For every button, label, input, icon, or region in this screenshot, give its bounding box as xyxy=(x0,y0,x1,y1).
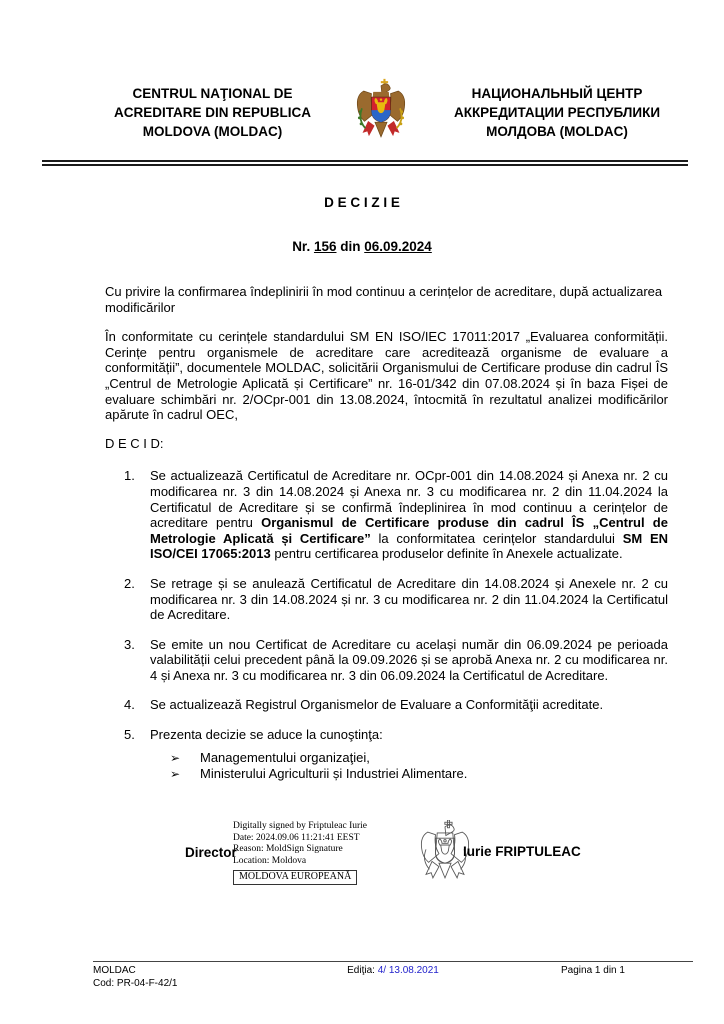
digital-sig-line3: Reason: MoldSign Signature xyxy=(233,844,343,854)
decision-1-seg-3: la conformitatea cerințelor standardului xyxy=(370,530,623,546)
document-title: D E C I Z I E xyxy=(324,195,400,210)
preamble-paragraph: În conformitate cu cerințele standardului SM EN ISO/IEC 17011:2017 „Evaluarea conformității. Cerințe pentru organismele de acreditare care acreditează organisme de evaluare a conformității”, documentele MOLDAC, solicitării Organismului de Certificare produse din cadrul ÎS „Centrul de Metrologie Aplicată și Certificare” nr. 16-01/342 din 07.08.2024 și în baza Fișei de evaluare schimbări nr. 2/OCpr-001 din 13.08.2024, întocmită în rezultatul analizei modificărilor apărute în cadrul OEC, xyxy=(105,329,668,423)
org-ro-line1: CENTRUL NAŢIONAL DE xyxy=(132,86,293,101)
org-ru-line2: АККРЕДИТАЦИИ РЕСПУБЛИКИ xyxy=(453,105,661,120)
number-mid: din xyxy=(336,239,365,254)
edition-label: Ediţia: xyxy=(347,965,378,976)
footer-page-number: Pagina 1 din 1 xyxy=(561,965,625,976)
notify-list xyxy=(150,750,668,782)
org-title-romanian xyxy=(95,84,330,141)
signer-name: Iurie FRIPTULEAC xyxy=(463,844,581,859)
digital-sig-line2: Date: 2024.09.06 11:21:41 EEST xyxy=(233,832,360,843)
org-ro-line3: MOLDOVA (MOLDAC) xyxy=(142,124,283,139)
header-divider xyxy=(42,160,688,166)
decide-heading: D E C I D: xyxy=(105,435,164,451)
decision-1-seg-1: Se actualizează Certificatul de Acreditare nr. OCpr-001 din 14.08.2024 și Anexa nr. 2 cu modificarea nr. 3 din 14.08.2024 și Anexa nr. 3 cu modificarea nr. 2 din 11.04.2024 la Certificatul de Acreditare și se confirmă îndeplinirea în mod continuu a cerințelor de acreditare pentru xyxy=(150,468,668,531)
org-title-russian xyxy=(432,84,682,141)
signer-role: Director xyxy=(185,845,237,860)
notify-item-1 xyxy=(170,750,668,766)
decision-item-5 xyxy=(124,727,668,782)
decision-item-2 xyxy=(124,576,668,623)
document-body xyxy=(105,284,668,796)
notify-item-2 xyxy=(170,766,668,782)
decision-4-number: 4. xyxy=(124,697,135,713)
moldova-europeana-badge: MOLDOVA EUROPEANĂ xyxy=(233,870,357,885)
document-number-line xyxy=(0,239,724,254)
decision-3-number: 3. xyxy=(124,636,135,652)
decision-item-1 xyxy=(124,468,668,562)
notify-item-2-text: Ministerului Agriculturii și Industriei Alimentare. xyxy=(200,765,468,781)
edition-value: 4/ 13.08.2021 xyxy=(377,965,439,976)
decision-3-text: Se emite un nou Certificat de Acreditare cu același număr din 06.09.2024 pe perioada valabilității celui precedent până la 09.09.2026 și se aprobă Anexa nr. 2 cu modificarea nr. 4 și Anexa nr. 3 cu modificarea nr. 3 din 06.09.2024 la Certificatul de Acreditare. xyxy=(150,636,668,683)
decision-5-lead: Prezenta decizie se aduce la cunoştinţa: xyxy=(150,727,383,743)
footer-org: MOLDAC xyxy=(93,965,136,976)
decision-item-4 xyxy=(124,697,668,713)
decision-1-number: 1. xyxy=(124,468,135,484)
decision-1-seg-4: SM EN ISO/CEI 17065:2013 xyxy=(150,530,669,562)
notify-item-1-text: Managementului organizaţiei, xyxy=(200,749,370,765)
subject-paragraph: Cu privire la confirmarea îndeplinirii în mod continuu a cerințelor de acreditare, după actualizarea modificărilor xyxy=(105,284,663,315)
letterhead xyxy=(95,84,682,156)
decision-5-text xyxy=(150,727,668,782)
footer-code: Cod: PR-04-F-42/1 xyxy=(93,978,178,989)
decision-1-seg-5: pentru certificarea produselor definite în Anexele actualizate. xyxy=(270,546,623,562)
footer-row xyxy=(93,962,693,990)
decision-item-3 xyxy=(124,637,668,684)
org-ru-line1: НАЦИОНАЛЬНЫЙ ЦЕНТР xyxy=(471,86,643,101)
decision-number: 156 xyxy=(313,239,337,254)
decision-5-number: 5. xyxy=(124,727,135,743)
decision-2-number: 2. xyxy=(124,575,135,591)
moldova-coat-of-arms-icon xyxy=(355,78,407,156)
decision-1-text xyxy=(150,468,668,562)
number-prefix: Nr. xyxy=(292,239,314,254)
digital-sig-line1: Digitally signed by Friptuleac Iurie xyxy=(233,821,368,831)
page-footer xyxy=(93,961,693,990)
digital-signature-details xyxy=(233,821,367,885)
org-ro-line2: ACREDITARE DIN REPUBLICA xyxy=(113,105,311,120)
decision-2-text: Se retrage și se anulează Certificatul de Acreditare din 14.08.2024 și Anexele nr. 2 cu modificarea nr. 3 din 14.08.2024 și nr. 3 cu modificarea nr. 2 din 11.04.2024 la Certificatul de Acreditare. xyxy=(150,575,668,623)
arrow-bullet-icon: ➢ xyxy=(170,766,181,781)
org-ru-line3: МОЛДОВА (MOLDAC) xyxy=(486,124,628,139)
footer-org-block xyxy=(93,964,293,990)
digital-sig-line4: Location: Moldova xyxy=(233,855,307,866)
decision-1-seg-2: Organismul de Certificare produse din cadrul ÎS „Centrul de Metrologie Aplicată și Certificare” xyxy=(150,515,668,546)
signature-block xyxy=(105,818,668,923)
footer-edition xyxy=(293,964,493,990)
decision-date: 06.09.2024 xyxy=(364,239,432,254)
decision-4-text: Se actualizează Registrul Organismelor de Evaluare a Conformităţii acreditate. xyxy=(150,697,604,713)
arrow-bullet-icon: ➢ xyxy=(170,750,181,765)
